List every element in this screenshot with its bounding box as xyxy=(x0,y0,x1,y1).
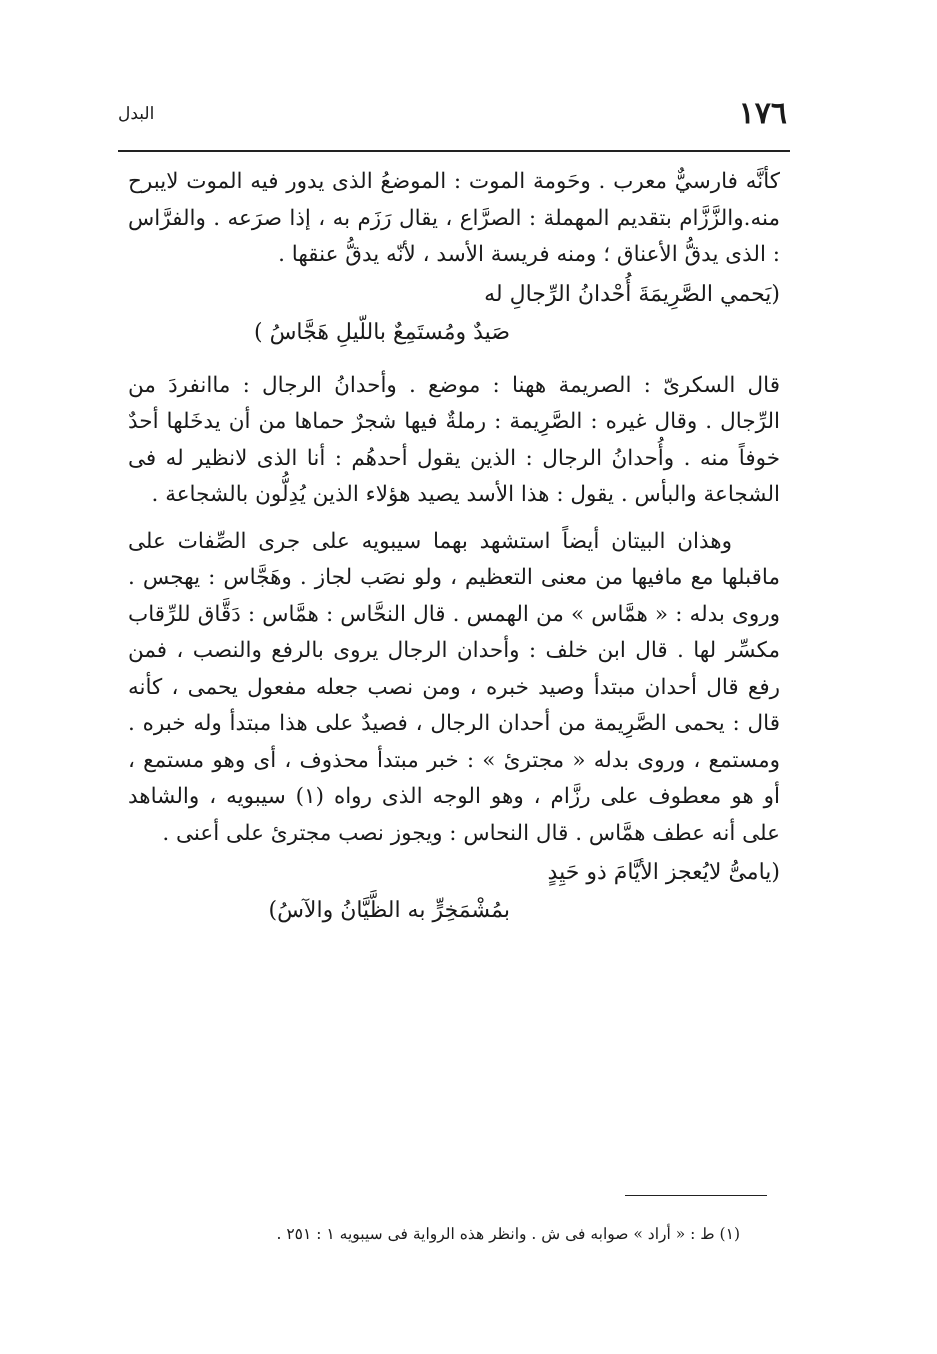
spacer xyxy=(128,354,780,368)
spacer xyxy=(128,514,780,524)
verse-2-line-1: (يامىُّ لايُعجز الأيَّامَ ذو حَيِدٍ xyxy=(547,860,780,885)
paragraph-2: قال السكرىّ : الصريمة ههنا : موضع . وأحدانُ الرجال : ماانفردَ من الرِّجال . وقال غيره : الصَّرِيمة : رملةٌ فيها شجرٌ حماها من أن يدخَلها أحدٌ خوفاً منه . وأُحدانُ الرجال : الذين يقول أحدهُم : أنا الذى لانظير له فى الشجاعة والبأس . يقول : هذا الأسد يصيد هؤلاء الذين يُدِلُّون بالشجاعة . xyxy=(128,372,780,507)
verse-1-line-2: صَيدٌ ومُستَمِعٌ باللّيلِ هَجَّاسُ ) xyxy=(254,319,510,345)
verse-1 xyxy=(128,276,780,352)
verse-2-line-2: بمُشْمَخِرٍّ به الظَّيَّانُ والآسُ) xyxy=(268,898,510,923)
main-text xyxy=(128,164,780,932)
page-header xyxy=(118,96,787,136)
paragraph-3: وهذان البيتان أيضاً استشهد بهما سيبويه على جرى الصِّفات على ماقبلها مع مافيها من معنى التعظيم ، ولو نصَب لجاز . وهَجَّاس : يهجس . وروى بدله : « همَّاس » من الهمس . قال النحَّاس : همَّاس : دَقَّاق للرِّقاب مكسِّر لها . قال ابن خلف : وأحدان الرجال يروى بالرفع والنصب ، فمن رفع قال أحدان مبتدأ وصيد خبره ، ومن نصب جعله مفعول يحمى ، كأنه قال : يحمى الصَّرِيمة من أحدان الرجال ، فصيدٌ على هذا مبتدأ وله خبره . ومستمع ، وروى بدله « مجترئ » : خبر مبتدأ محذوف ، أى وهو مستمع ، أو هو معطوف على رزَّام ، وهو الوجه الذى رواه (١) سيبويه ، والشاهد على أنه عطف همَّاس . قال النحاس : ويجوز نصب مجترئ على أعنى . xyxy=(128,528,780,846)
verse-2 xyxy=(128,854,780,930)
verse-1-line-1: (يَحمي الصَّرِيمَةَ أُحْدانُ الرِّجالِ له xyxy=(484,281,780,307)
footnote: (١) ط : « أراد » صوابه فى ش . وانظر هذه الرواية فى سيبويه ١ : ٢٥١ . xyxy=(276,1225,740,1243)
footnote-divider xyxy=(625,1195,767,1196)
running-title: البدل xyxy=(118,104,155,124)
header-divider xyxy=(118,150,790,152)
paragraph-1: كأنَّه فارسيٌّ معرب . وحَومة الموت : الموضعُ الذى يدور فيه الموت لايبرح منه.والزَّزَّام بتقديم المهملة : الصرَّاع ، يقال رَزَم به ، إذا صرَعه . والفرَّاس : الذى يدقُّ الأعناق ؛ ومنه فريسة الأسد ، لأنّه يدقُّ عنقها . xyxy=(128,169,780,267)
page-number: ١٧٦ xyxy=(738,96,787,131)
